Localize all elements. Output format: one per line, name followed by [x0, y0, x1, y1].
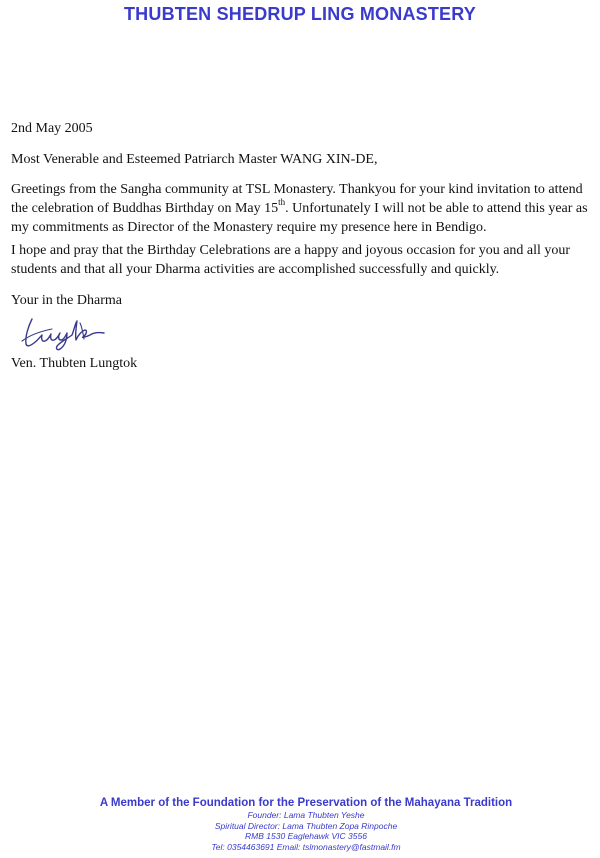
footer [0, 796, 600, 852]
paragraph-wishes-text: I hope and pray that the Birthday Celebrations are a happy and joyous occasion for you and all your students and that all your Dharma activities are accomplished successfully and quickly. [11, 243, 571, 277]
paragraph-greeting-part1: Greetings from the Sangha community at TSL Monastery. Thankyou for your kind invitation to attend the celebration of Buddhas Birthday on May 15 [11, 182, 583, 216]
paragraph-greeting [11, 180, 591, 237]
footer-director: Spiritual Director: Lama Thubten Zopa Rinpoche [214, 820, 398, 831]
paragraph-greeting-part2: . Unfortunately I will not be able to attend this year as my commitments as Director of the Monastery require my presence here in Bendigo. [11, 201, 588, 235]
closing: Your in the Dharma [11, 293, 122, 308]
signer-name: Ven. Thubten Lungtok [11, 356, 138, 371]
paragraph-wishes [11, 241, 591, 279]
handwritten-signature [20, 313, 112, 351]
footer-title: A Member of the Foundation for the Preservation of the Mahayana Tradition [99, 797, 513, 809]
footer-address: RMB 1530 Eaglehawk VIC 3556 [245, 831, 367, 841]
salutation: Most Venerable and Esteemed Patriarch Master WANG XIN-DE, [11, 152, 378, 167]
letter-date: 2nd May 2005 [11, 121, 93, 136]
footer-founder: Founder: Lama Thubten Yeshe [247, 810, 365, 820]
letterhead-title: THUBTEN SHEDRUP LING MONASTERY [123, 4, 477, 24]
footer-contact: Tel: 0354463691 Email: tslmonastery@fastmail.fm [211, 841, 401, 852]
ordinal-suffix: th [278, 197, 286, 208]
